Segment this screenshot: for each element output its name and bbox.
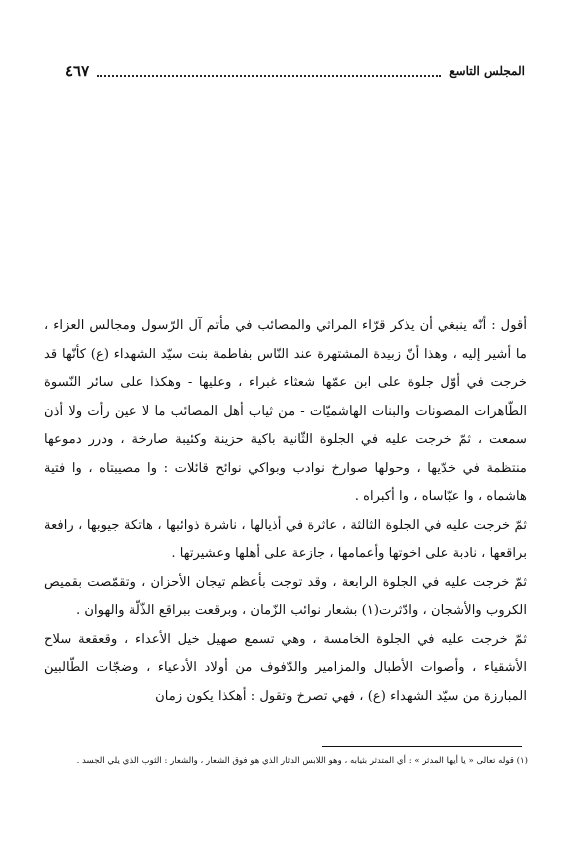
header-dot-leader (97, 66, 441, 77)
footnote: (١) قوله تعالى « يا أيها المدثر » : أي المتدثر بثيابه ، وهو اللابس الدثار الذي هو فوق الشعار ، والشعار : الثوب الذي يلي الجسد . (76, 756, 528, 766)
paragraph: ثمّ خرجت عليه في الجلوة الثالثة ، عاثرة في أذيالها ، ناشرة ذوائبها ، هاتكة جيوبها ، رافعة براقعها ، نادبة على اخوتها وأعمامها ، جازعة على أهلها وعشيرتها . (44, 517, 527, 561)
running-header (65, 60, 525, 82)
page-number: ٤٦٧ (65, 62, 90, 80)
header-chapter-title: المجلس التاسع (449, 64, 525, 78)
paragraph: أقول : أنّه ينبغي أن يذكر قرّاء المراثي والمصائب في مأتم آل الرّسول ومجالس العزاء ، ما أشير إليه ، وهذا أنّ زبيدة المشتهرة عند النّاس بفاطمة بنت سيّد الشهداء (ع) كأنّها قد خرجت في أوّل جلوة على ابن عمّها شعثاء غبراء ، وعليها - وهكذا على سائر النّسوة الطّاهرات المصونات والبنات الهاشميّات - من ثياب أهل المصائب ما لا عين رأت ولا أذن سمعت ، ثمّ خرجت عليه في الجلوة الثّانية باكية حزينة وكئيبة صارخة ، ودرر دموعها منتظمة في خدّيها ، وحولها صوارخ نوادب وبواكي نوائح قائلات : وا مصيبتاه ، وا فتية هاشماه ، وا عبّاساه ، وا أكبراه . (44, 318, 527, 504)
main-text (44, 312, 527, 711)
footnote-separator (322, 746, 522, 747)
paragraph: ثمّ خرجت عليه في الجلوة الرابعة ، وقد توجت بأعظم تيجان الأحزان ، وتقمّصت بقميص الكروب والأشجان ، وادّثرت(١) بشعار نوائب الزّمان ، وبرقعت ببراقع الذّلّة والهوان . (44, 574, 527, 618)
paragraph: ثمّ خرجت عليه في الجلوة الخامسة ، وهي تسمع صهيل خيل الأعداء ، وقعقعة سلاح الأشقياء ، وأصوات الأطبال والمزامير والدّفوف من أولاد الأدعياء ، وضجّات الطّالبين المبارزة من سيّد الشهداء (ع) ، فهي تصرخ وتقول : أهكذا يكون زمان (44, 631, 527, 704)
